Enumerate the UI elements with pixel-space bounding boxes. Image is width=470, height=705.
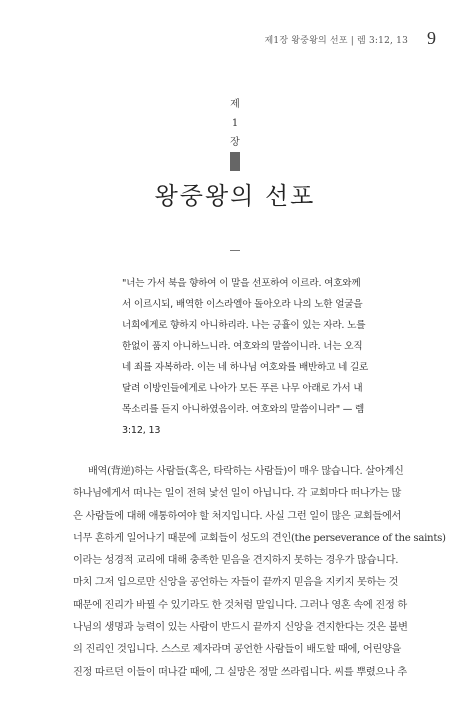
body-line: 너무 흔하게 일어나기 때문에 교회들이 성도의 견인(the perseverance of the saints) (73, 532, 446, 544)
epigraph-line: "너는 가서 북을 향하여 이 말을 선포하여 이르라. 여호와께 (122, 278, 361, 289)
chapter-label-suffix: 장 (230, 137, 240, 148)
epigraph-line: 달려 이방인들에게로 나아가 모든 푸른 나무 아래로 가서 내 (122, 383, 363, 394)
epigraph-quote (122, 273, 380, 441)
epigraph-line: 3:12, 13 (122, 425, 161, 436)
body-line: 진정 따르던 이들이 떠나갈 때에, 그 실망은 정말 쓰라립니다. 씨를 뿌렸으나 추 (73, 666, 407, 678)
body-line: 하나님에게서 떠나는 일이 전혀 낯선 일이 아닙니다. 각 교회마다 떠나가는 많 (73, 488, 402, 500)
chapter-number: 1 (231, 118, 239, 129)
body-paragraph (73, 461, 446, 684)
chapter-label (0, 95, 470, 171)
chapter-divider (230, 152, 240, 171)
epigraph-line: 네 죄를 자복하라. 이는 네 하나님 여호와를 배반하고 네 길로 (122, 362, 369, 373)
epigraph-line: 서 이르시되, 배역한 이스라엘아 돌아오라 나의 노한 얼굴을 (122, 299, 363, 310)
page-header (0, 28, 470, 48)
body-line: 의 진리인 것입니다. 스스로 제자라며 공언한 사람들이 배도할 때에, 어린양을 (73, 644, 402, 656)
body-line: 배역(背逆)하는 사람들(혹은, 타락하는 사람들)이 매우 많습니다. 살아계신 (88, 466, 404, 477)
body-line: 마치 그저 입으로만 신앙을 공언하는 자들이 끝까지 믿음을 지키지 못하는 것 (73, 577, 399, 589)
running-head: 제1장 왕중왕의 선포 | 렘 3:12, 13 (264, 36, 408, 46)
body-line: 이라는 성경적 교리에 대해 충족한 믿음을 견지하지 못하는 경우가 많습니다. (73, 555, 399, 567)
epigraph-line: 한없이 품지 아니하느니라. 여호와의 말씀이니라. 너는 오직 (122, 341, 363, 352)
page-number: 9 (427, 28, 436, 48)
body-line: 은 사람들에 대해 애통하여야 할 처지입니다. 사실 그런 일이 많은 교회들에서 (73, 510, 402, 522)
body-line: 나님의 생명과 능력이 있는 사람이 반드시 끝까지 신앙을 견지한다는 것은 불변 (73, 622, 408, 634)
body-line: 때문에 진리가 바뀔 수 있기라도 한 것처럼 말입니다. 그러나 영혼 속에 진정 하 (73, 599, 407, 611)
epigraph-line: 목소리를 듣지 아니하였음이라. 여호와의 말씀이니라" — 렘 (122, 404, 365, 415)
chapter-title: 왕중왕의 선포 (154, 182, 316, 210)
title-divider (230, 250, 240, 251)
epigraph-line: 너희에게로 향하지 아니하리라. 나는 긍휼이 있는 자라. 노를 (122, 320, 366, 331)
chapter-label-prefix: 제 (230, 99, 240, 110)
